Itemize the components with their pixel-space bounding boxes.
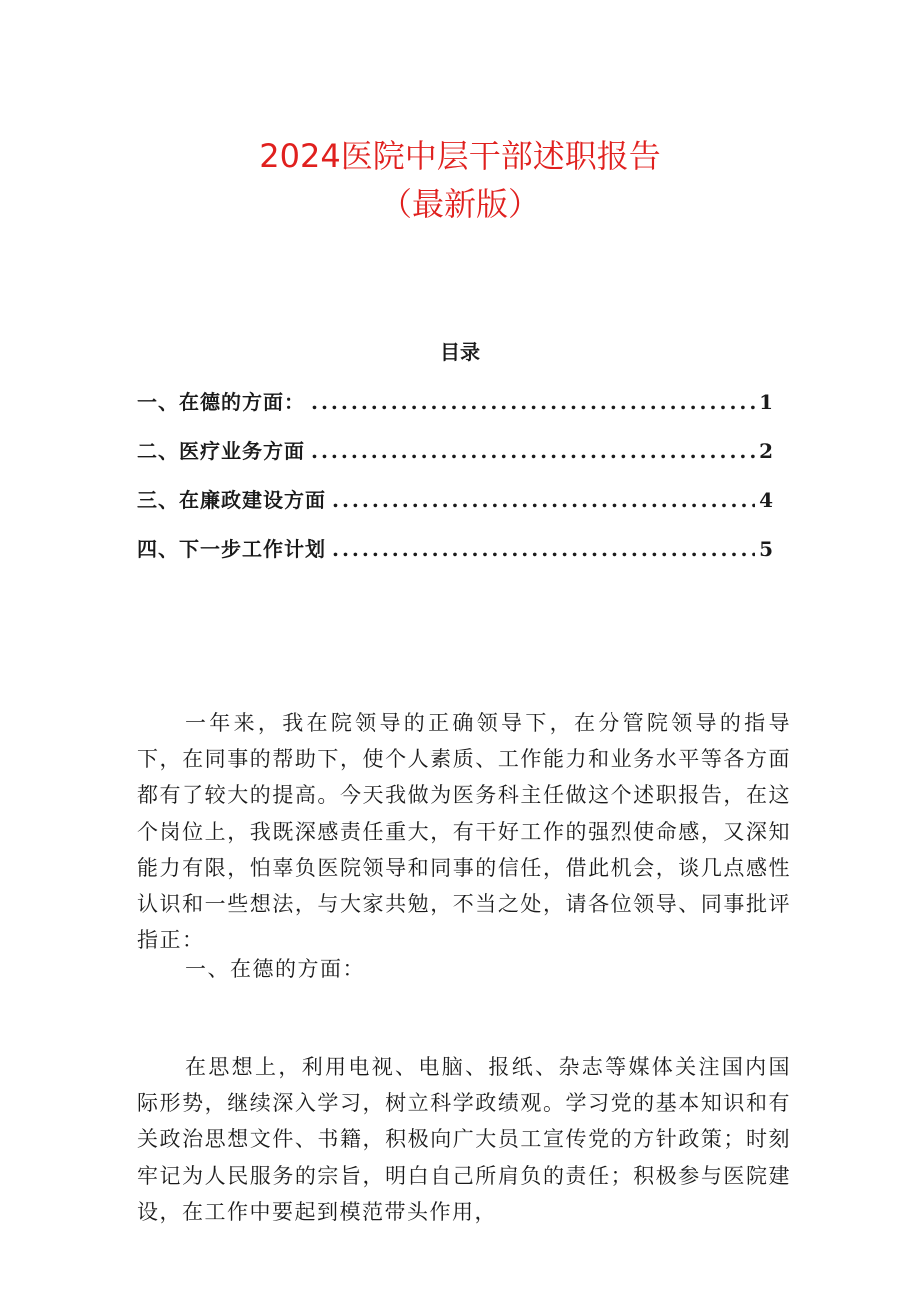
body-paragraph: 在思想上，利用电视、电脑、报纸、杂志等媒体关注国内国际形势，继续深入学习，树立科学政绩观。学习党的基本知识和有关政治思想文件、书籍，积极向广大员工宣传党的方针政策；时刻牢记为人民服务的宗旨，明白自己所肩负的责任；积极参与医院建设，在工作中要起到模范带头作用， (137, 1055, 791, 1224)
section-heading-morality: 一、在德的方面： (185, 957, 365, 981)
toc-item[interactable] (137, 435, 774, 484)
toc-heading: 目录 (440, 340, 480, 364)
toc-leader-dots (311, 435, 755, 467)
toc-item[interactable] (137, 386, 774, 435)
toc-leader-dots (311, 386, 755, 418)
toc-item-label: 一、在德的方面： (137, 390, 305, 414)
toc-item-page: 4 (759, 488, 774, 512)
toc-item-label: 四、下一步工作计划 (137, 537, 326, 561)
toc-leader-dots (332, 533, 755, 565)
document-subtitle: （最新版） (379, 185, 540, 223)
toc-item-label: 二、医疗业务方面 (137, 439, 305, 463)
toc-item-page: 1 (759, 390, 774, 414)
intro-paragraph: 一年来，我在院领导的正确领导下，在分管院领导的指导下，在同事的帮助下，使个人素质、工作能力和业务水平等各方面都有了较大的提高。今天我做为医务科主任做这个述职报告，在这个岗位上，我既深感责任重大，有干好工作的强烈使命感，又深知能力有限，怕辜负医院领导和同事的信任，借此机会，谈几点感性认识和一些想法，与大家共勉，不当之处，请各位领导、同事批评指正： (137, 711, 791, 953)
toc-item-page: 2 (759, 439, 774, 463)
document-title: 2024医院中层干部述职报告 (259, 137, 661, 175)
toc-item-page: 5 (759, 537, 774, 561)
toc-item-label: 三、在廉政建设方面 (137, 488, 326, 512)
toc-item[interactable] (137, 533, 774, 582)
table-of-contents (137, 386, 774, 582)
toc-leader-dots (332, 484, 755, 516)
toc-item[interactable] (137, 484, 774, 533)
